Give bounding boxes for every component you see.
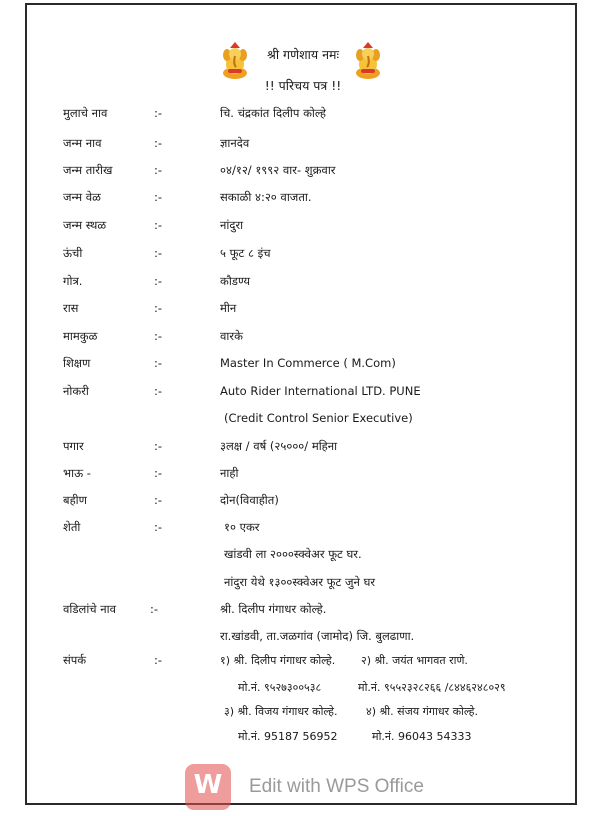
- wps-logo-icon: W: [185, 764, 231, 810]
- row-separator: :-: [154, 356, 163, 370]
- row-separator: :-: [154, 329, 163, 343]
- row-value: सकाळी ४:२० वाजता.: [220, 190, 312, 204]
- row-value: दोन(विवाहीत): [220, 493, 279, 507]
- row-separator: :-: [154, 218, 163, 232]
- row-value: खांडवी ला २०००स्क्वेअर फूट घर.: [224, 547, 362, 561]
- row-value: श्री. दिलीप गंगाधर कोल्हे.: [220, 602, 327, 616]
- row-separator: :-: [154, 439, 163, 453]
- contact-phone: मो.नं. 95187 56952: [238, 730, 338, 743]
- row-value: ३लक्ष / वर्ष (२५०००/ महिना: [220, 439, 338, 453]
- row-separator: :-: [154, 246, 163, 260]
- watermark-text: Edit with WPS Office: [249, 776, 424, 797]
- row-value: Master In Commerce ( M.Com): [220, 356, 396, 370]
- row-separator: :-: [154, 384, 163, 398]
- row-separator: :-: [154, 274, 163, 288]
- row-separator: :-: [154, 301, 163, 315]
- page-subtitle: !! परिचय पत्र !!: [264, 78, 342, 93]
- row-value: नाही: [220, 466, 239, 480]
- row-label: भाऊ -: [63, 466, 91, 480]
- row-label: वडिलांचे नाव: [63, 602, 117, 616]
- contact-phone: मो.नं. ९५२७३००५३८: [238, 681, 322, 694]
- contact-name: १) श्री. दिलीप गंगाधर कोल्हे.: [220, 654, 336, 667]
- row-separator: :-: [154, 653, 163, 667]
- wps-watermark: [185, 762, 445, 810]
- row-value: चि. चंद्रकांत दिलीप कोल्हे: [220, 106, 326, 120]
- row-label: नोकरी: [63, 384, 89, 398]
- row-label: जन्म नाव: [63, 136, 102, 150]
- row-value: नांदुरा येथे १३००स्क्वेअर फूट जुने घर: [224, 575, 376, 589]
- row-separator: :-: [154, 190, 163, 204]
- row-value: कौडण्य: [220, 274, 251, 288]
- row-label: शिक्षण: [63, 356, 91, 370]
- contact-phone: मो.नं. 96043 54333: [372, 730, 472, 743]
- row-label: पगार: [63, 439, 84, 453]
- row-separator: :-: [154, 520, 163, 534]
- row-separator: :-: [150, 602, 159, 616]
- row-label: मामकुळ: [63, 329, 98, 343]
- row-label: जन्म तारीख: [63, 163, 113, 177]
- row-value: रा.खांडवी, ता.जळगांव (जामोद) जि. बुलढाणा.: [220, 629, 415, 643]
- contact-name: ३) श्री. विजय गंगाधर कोल्हे.: [224, 705, 338, 718]
- row-value: वारके: [220, 329, 243, 343]
- row-value: ५ फूट ८ इंच: [220, 246, 271, 260]
- row-separator: :-: [154, 106, 163, 120]
- page-title: श्री गणेशाय नमः: [266, 47, 340, 62]
- row-label: गोत्र.: [63, 274, 83, 288]
- row-separator: :-: [154, 163, 163, 177]
- row-value: ०४/१२/ १९९२ वार- शुक्रवार: [220, 163, 336, 177]
- contact-label: संपर्क: [63, 653, 87, 667]
- contact-name: ४) श्री. संजय गंगाधर कोल्हे.: [366, 705, 478, 718]
- row-separator: :-: [154, 136, 163, 150]
- row-label: जन्म वेळ: [63, 190, 101, 204]
- row-value: मीन: [220, 301, 237, 315]
- row-value: १० एकर: [224, 520, 260, 534]
- row-label: जन्म स्थळ: [63, 218, 107, 232]
- contact-phone: मो.नं. ९५५२३२८२६६ /८४४६२४८०२९: [358, 681, 506, 694]
- row-value: Auto Rider International LTD. PUNE: [220, 384, 421, 398]
- row-label: ऊंची: [63, 246, 83, 260]
- contact-name: २) श्री. जयंत भागवत राणे.: [361, 654, 468, 667]
- row-value: (Credit Control Senior Executive): [224, 411, 413, 425]
- row-value: नांदुरा: [220, 218, 244, 232]
- row-separator: :-: [154, 493, 163, 507]
- row-label: शेती: [63, 520, 81, 534]
- row-label: मुलाचे नाव: [63, 106, 108, 120]
- row-value: ज्ञानदेव: [220, 136, 250, 150]
- row-label: बहीण: [63, 493, 87, 507]
- row-separator: :-: [154, 466, 163, 480]
- row-label: रास: [63, 301, 79, 315]
